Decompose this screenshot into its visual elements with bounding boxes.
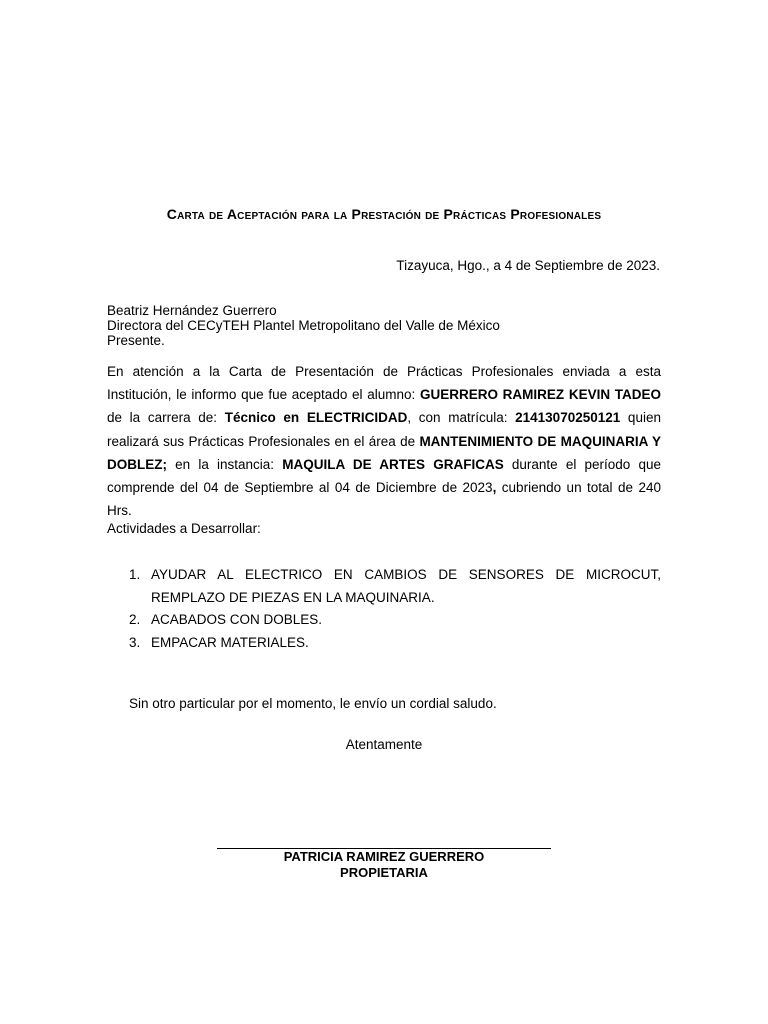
list-item — [129, 609, 661, 632]
activities-list — [129, 564, 661, 654]
recipient-greeting: Presente. — [107, 333, 165, 348]
list-item — [129, 632, 661, 655]
letter-body — [107, 360, 661, 522]
career-name: Técnico en ELECTRICIDAD — [224, 410, 408, 426]
company-name: MAQUILA DE ARTES GRAFICAS — [282, 456, 504, 472]
recipient-block — [107, 303, 667, 348]
letter-date: Tizayuca, Hgo., a 4 de Septiembre de 2023. — [396, 258, 660, 273]
list-item-text: EMPACAR MATERIALES. — [151, 634, 309, 650]
body-text-1: En atención a la Carta de Presentación de Prácticas Profesionales enviada a esta Institución, le informo que fue aceptado el alumno: — [107, 364, 661, 403]
regards: Atentamente — [345, 737, 423, 752]
body-comma: , — [492, 480, 497, 496]
activities-label: Actividades a Desarrollar: — [107, 521, 261, 536]
signer-role: PROPIETARIA — [340, 864, 428, 880]
closing-sentence: Sin otro particular por el momento, le envío un cordial saludo. — [129, 696, 497, 711]
body-text-7: cubriendo un total de 240 Hrs. — [107, 480, 662, 519]
signature-block — [0, 849, 768, 880]
recipient-name: Beatriz Hernández Guerrero — [107, 303, 277, 318]
body-text-4: quien realizará sus Prácticas Profesionales en el área de — [107, 410, 661, 449]
body-text-6: durante el período que comprende del 04 de Septiembre al 04 de Diciembre de 2023 — [107, 456, 662, 496]
list-item-text: ACABADOS CON DOBLES. — [151, 612, 323, 627]
list-item — [129, 564, 661, 609]
signer-name: PATRICIA RAMIREZ GUERRERO — [283, 849, 485, 864]
list-item-number: 2. — [129, 612, 141, 627]
practice-area: MANTENIMIENTO DE MAQUINARIA Y DOBLEZ; — [107, 433, 661, 472]
student-name: GUERRERO RAMIREZ KEVIN TADEO — [419, 387, 662, 403]
list-item-number: 1. — [129, 567, 141, 582]
recipient-position: Directora del CECyTEH Plantel Metropolitano del Valle de México — [107, 318, 500, 333]
body-text-3: , con matrícula: — [407, 410, 516, 426]
body-text-5: en la instancia: — [167, 456, 283, 472]
list-item-text: AYUDAR AL ELECTRICO EN CAMBIOS DE SENSORES DE MICROCUT, REMPLAZO DE PIEZAS EN LA MAQUINARIA. — [151, 567, 661, 605]
letter-title: Carta de Aceptación para la Prestación de Prácticas Profesionales — [166, 206, 602, 222]
enrollment-number: 21413070250121 — [515, 410, 621, 426]
list-item-number: 3. — [129, 634, 141, 650]
body-text-2: de la carrera de: — [107, 410, 225, 426]
